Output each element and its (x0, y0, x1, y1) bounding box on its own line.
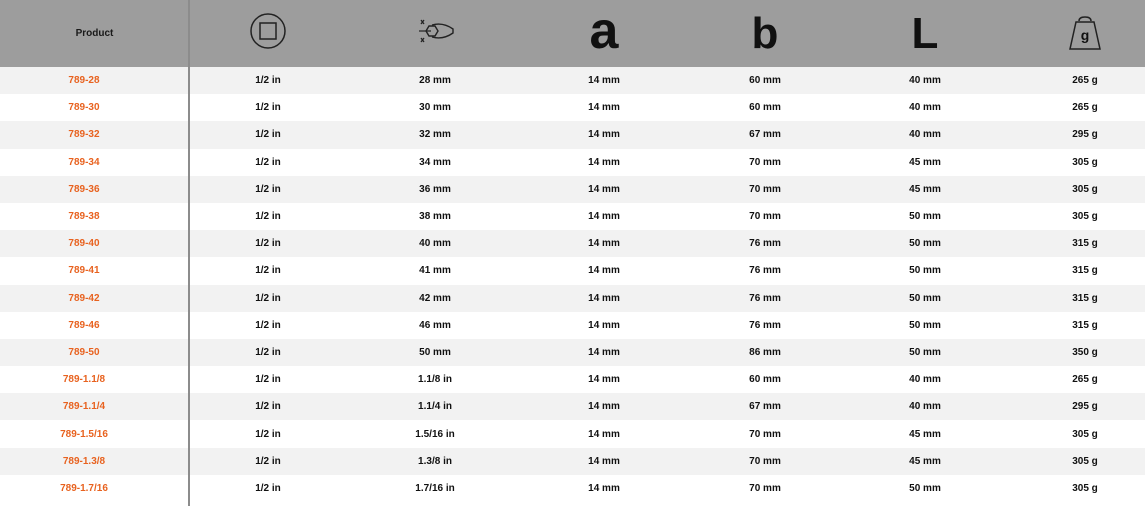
cell-drive: 1/2 in (255, 319, 281, 331)
cell-product[interactable]: 789-40 (68, 238, 100, 250)
cell-weight: 305 g (1072, 482, 1098, 494)
cell-drive: 1/2 in (255, 455, 281, 467)
table-row (0, 149, 1145, 176)
table-row (0, 257, 1145, 284)
cell-weight: 315 g (1072, 319, 1098, 331)
cell-L: 50 mm (909, 211, 941, 223)
cell-product[interactable]: 789-46 (68, 319, 100, 331)
table-row (0, 285, 1145, 312)
column-divider (188, 0, 190, 506)
cell-weight: 295 g (1072, 401, 1098, 413)
cell-product[interactable]: 789-32 (68, 129, 100, 141)
cell-size: 38 mm (419, 211, 451, 223)
table-row (0, 448, 1145, 475)
cell-a: 14 mm (588, 428, 620, 440)
header-a (524, 0, 684, 67)
dimension-b-label: b (751, 8, 779, 58)
cell-weight: 305 g (1072, 156, 1098, 168)
cell-drive: 1/2 in (255, 482, 281, 494)
cell-product[interactable]: 789-42 (68, 292, 100, 304)
weight-icon-label: g (1080, 26, 1090, 43)
cell-product[interactable]: 789-28 (68, 75, 100, 87)
cell-size: 1.1/8 in (418, 374, 452, 386)
cell-drive: 1/2 in (255, 211, 281, 223)
cell-L: 50 mm (909, 482, 941, 494)
cell-L: 40 mm (909, 401, 941, 413)
cell-product[interactable]: 789-30 (68, 102, 100, 114)
cell-weight: 315 g (1072, 238, 1098, 250)
cell-size: 32 mm (419, 129, 451, 141)
cell-L: 40 mm (909, 102, 941, 114)
cell-size: 34 mm (419, 156, 451, 168)
table-row (0, 393, 1145, 420)
cell-product[interactable]: 789-34 (68, 156, 100, 168)
table-row (0, 94, 1145, 121)
cell-size: 1.3/8 in (418, 455, 452, 467)
cell-b: 60 mm (749, 75, 781, 87)
cell-a: 14 mm (588, 482, 620, 494)
cell-weight: 305 g (1072, 183, 1098, 195)
header-L (845, 0, 1005, 67)
cell-a: 14 mm (588, 319, 620, 331)
cell-L: 50 mm (909, 265, 941, 277)
cell-drive: 1/2 in (255, 292, 281, 304)
cell-product[interactable]: 789-36 (68, 183, 100, 195)
cell-product[interactable]: 789-38 (68, 211, 100, 223)
dimension-L-label: L (911, 8, 939, 58)
cell-weight: 315 g (1072, 292, 1098, 304)
cell-b: 70 mm (749, 183, 781, 195)
table-row (0, 203, 1145, 230)
cell-L: 40 mm (909, 75, 941, 87)
header-drive (188, 0, 348, 67)
cell-drive: 1/2 in (255, 238, 281, 250)
cell-weight: 265 g (1072, 75, 1098, 87)
cell-drive: 1/2 in (255, 374, 281, 386)
cell-size: 1.5/16 in (415, 428, 455, 440)
cell-drive: 1/2 in (255, 183, 281, 195)
cell-L: 45 mm (909, 455, 941, 467)
cell-a: 14 mm (588, 129, 620, 141)
cell-product[interactable]: 789-1.1/4 (62, 401, 106, 413)
cell-a: 14 mm (588, 211, 620, 223)
table-row (0, 230, 1145, 257)
header-product: Product (75, 28, 114, 39)
cell-product[interactable]: 789-1.1/8 (62, 374, 106, 386)
header-size (355, 0, 515, 67)
cell-size: 40 mm (419, 238, 451, 250)
table-row (0, 176, 1145, 203)
table-row (0, 475, 1145, 502)
table-row (0, 366, 1145, 393)
header-b (685, 0, 845, 67)
cell-a: 14 mm (588, 183, 620, 195)
cell-a: 14 mm (588, 292, 620, 304)
cell-b: 76 mm (749, 265, 781, 277)
cell-a: 14 mm (588, 265, 620, 277)
cell-size: 30 mm (419, 102, 451, 114)
cell-drive: 1/2 in (255, 428, 281, 440)
cell-product[interactable]: 789-50 (68, 346, 100, 358)
cell-size: 1.1/4 in (418, 401, 452, 413)
cell-L: 45 mm (909, 428, 941, 440)
cell-b: 70 mm (749, 211, 781, 223)
table-row (0, 312, 1145, 339)
cell-a: 14 mm (588, 401, 620, 413)
cell-product[interactable]: 789-1.7/16 (60, 482, 108, 494)
cell-b: 76 mm (749, 319, 781, 331)
cell-drive: 1/2 in (255, 156, 281, 168)
cell-size: 46 mm (419, 319, 451, 331)
cell-size: 28 mm (419, 75, 451, 87)
cell-a: 14 mm (588, 75, 620, 87)
cell-b: 70 mm (749, 482, 781, 494)
cell-L: 40 mm (909, 129, 941, 141)
cell-b: 60 mm (749, 102, 781, 114)
cell-a: 14 mm (588, 102, 620, 114)
cell-b: 70 mm (749, 455, 781, 467)
cell-a: 14 mm (588, 455, 620, 467)
cell-weight: 305 g (1072, 455, 1098, 467)
table-row (0, 121, 1145, 148)
cell-b: 70 mm (749, 428, 781, 440)
cell-L: 50 mm (909, 292, 941, 304)
cell-a: 14 mm (588, 346, 620, 358)
cell-a: 14 mm (588, 238, 620, 250)
square-drive-icon (249, 12, 287, 55)
cell-L: 45 mm (909, 156, 941, 168)
cell-a: 14 mm (588, 156, 620, 168)
cell-L: 50 mm (909, 319, 941, 331)
table-body (0, 67, 1145, 502)
dimension-a-label: a (589, 1, 619, 60)
table-row (0, 339, 1145, 366)
cell-weight: 305 g (1072, 211, 1098, 223)
cell-drive: 1/2 in (255, 265, 281, 277)
cell-product[interactable]: 789-41 (68, 265, 100, 277)
cell-weight: 315 g (1072, 265, 1098, 277)
cell-weight: 350 g (1072, 346, 1098, 358)
cell-b: 76 mm (749, 292, 781, 304)
cell-size: 36 mm (419, 183, 451, 195)
cell-b: 76 mm (749, 238, 781, 250)
table-row (0, 67, 1145, 94)
wrench-size-icon (415, 16, 455, 51)
cell-weight: 305 g (1072, 428, 1098, 440)
cell-b: 60 mm (749, 374, 781, 386)
cell-a: 14 mm (588, 374, 620, 386)
weight-icon (1067, 15, 1103, 53)
cell-L: 50 mm (909, 238, 941, 250)
cell-drive: 1/2 in (255, 75, 281, 87)
cell-size: 1.7/16 in (415, 482, 455, 494)
cell-b: 67 mm (749, 401, 781, 413)
cell-drive: 1/2 in (255, 102, 281, 114)
cell-b: 86 mm (749, 346, 781, 358)
cell-drive: 1/2 in (255, 346, 281, 358)
cell-b: 67 mm (749, 129, 781, 141)
header-weight (1005, 0, 1145, 67)
cell-weight: 295 g (1072, 129, 1098, 141)
cell-product[interactable]: 789-1.5/16 (60, 428, 108, 440)
table-header (0, 0, 1145, 67)
cell-drive: 1/2 in (255, 129, 281, 141)
table-row (0, 420, 1145, 447)
cell-size: 50 mm (419, 346, 451, 358)
cell-L: 45 mm (909, 183, 941, 195)
cell-L: 40 mm (909, 374, 941, 386)
cell-weight: 265 g (1072, 374, 1098, 386)
cell-drive: 1/2 in (255, 401, 281, 413)
cell-product[interactable]: 789-1.3/8 (62, 455, 106, 467)
cell-size: 41 mm (419, 265, 451, 277)
cell-weight: 265 g (1072, 102, 1098, 114)
cell-L: 50 mm (909, 346, 941, 358)
cell-b: 70 mm (749, 156, 781, 168)
cell-size: 42 mm (419, 292, 451, 304)
